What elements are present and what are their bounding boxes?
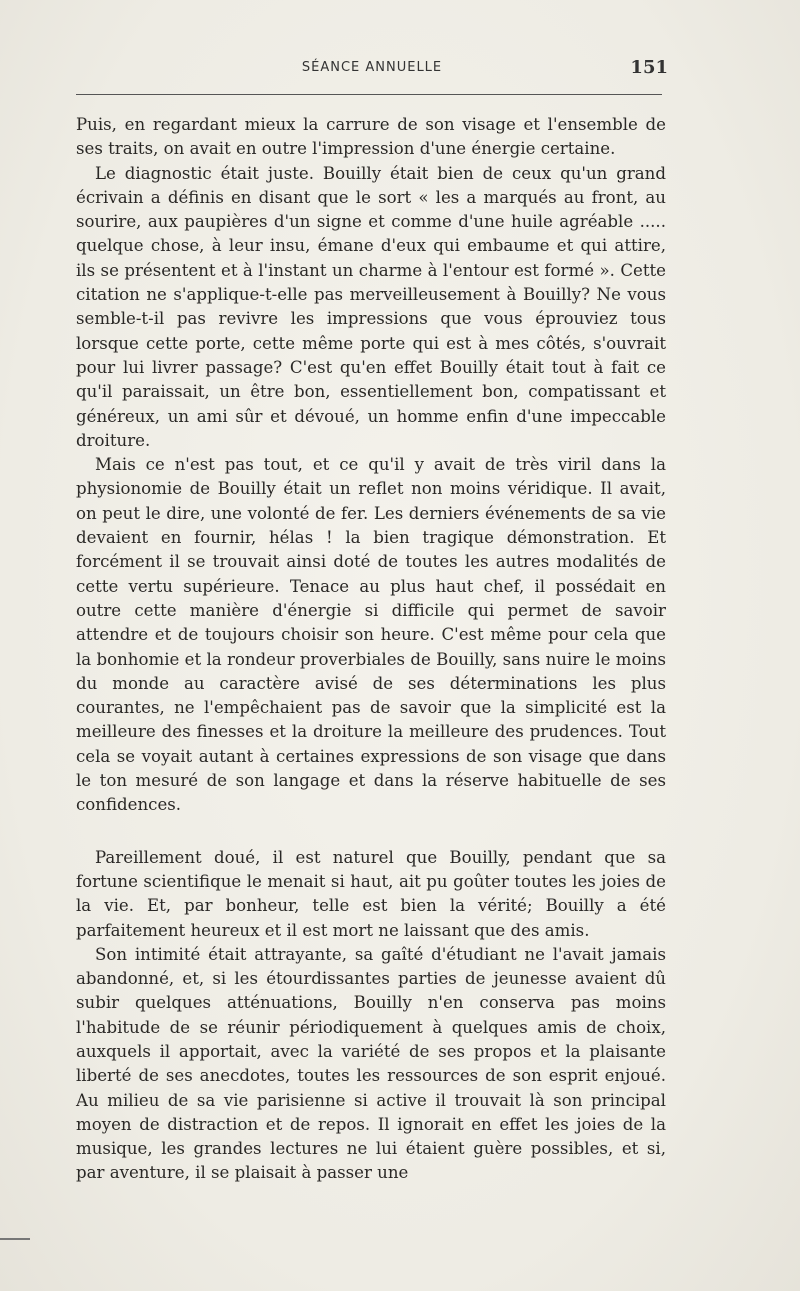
running-header	[76, 57, 668, 80]
running-title: SÉANCE ANNUELLE	[301, 60, 443, 75]
paragraph-3: Mais ce n'est pas tout, et ce qu'il y avait de très viril dans la physionomie de Bouilly était un reflet non moins véridique. Il avait, on peut le dire, une volonté de fer. Les derniers événements de sa vie devaient en fournir, hélas ! la bien tragique démonstration. Et forcément il se trouvait ainsi doté de toutes les autres modalités de cette vertu supérieure. Tenace au plus haut chef, il possédait en outre cette manière d'énergie si difficile qui permet de savoir attendre et de toujours choisir son heure. C'est même pour cela que la bonhomie et la rondeur proverbiales de Bouilly, sans nuire le moins du monde au caractère avisé de ses déterminations les plus courantes, ne l'empêchaient pas de savoir que la simplicité est la meilleure des finesses et la droiture la meilleure des prudences. Tout cela se voyait autant à certaines expressions de son visage que dans le ton mesuré de son langage et dans la réserve habituelle de ses confidences.	[76, 455, 666, 815]
paragraph-4: Pareillement doué, il est naturel que Bouilly, pendant que sa fortune scientifique le menait si haut, ait pu goûter toutes les joies de la vie. Et, par bonheur, telle est bien la vérité; Bouilly a été parfaitement heureux et il est mort ne laissant que des amis.	[76, 847, 666, 940]
body-text	[76, 113, 666, 1186]
header-rule	[76, 94, 662, 95]
page-number: 151	[630, 57, 668, 78]
paragraph-2: Le diagnostic était juste. Bouilly était bien de ceux qu'un grand écrivain a définis en disant que le sort « les a marqués au front, au sourire, aux paupières d'un signe et comme d'une huile agréable ..... quelque chose, à leur insu, émane d'eux qui embaume et qui attire, ils se présentent et à l'instant un charme à l'entour est formé ». Cette citation ne s'applique-t-elle pas merveilleusement à Bouilly? Ne vous semble-t-il pas revivre les impressions que vous éprouviez tous lorsque cette porte, cette même porte qui est à mes côtés, s'ouvrait pour lui livrer passage? C'est qu'en effet Bouilly était tout à fait ce qu'il paraissait, un être bon, essentiellement bon, compatissant et généreux, un ami sûr et dévoué, un homme enfin d'une impeccable droiture.	[76, 163, 666, 450]
paragraph-1: Puis, en regardant mieux la carrure de son visage et l'ensemble de ses traits, on avait en outre l'impression d'une énergie certaine.	[76, 115, 666, 159]
margin-mark	[0, 1238, 30, 1240]
paragraph-5: Son intimité était attrayante, sa gaîté d'étudiant ne l'avait jamais abandonné, et, si les étourdissantes parties de jeunesse avaient dû subir quelques atténuations, Bouilly n'en conserva pas moins l'habitude de se réunir périodiquement à quelques amis de choix, auxquels il apportait, avec la variété de ses propos et la plaisante liberté de ses anecdotes, toutes les ressources de son esprit enjoué. Au milieu de sa vie parisienne si active il trouvait là son principal moyen de distraction et de repos. Il ignorait en effet les joies de la musique, les grandes lectures ne lui étaient guère possibles, et si, par aventure, il se plaisait à passer une	[76, 944, 666, 1183]
